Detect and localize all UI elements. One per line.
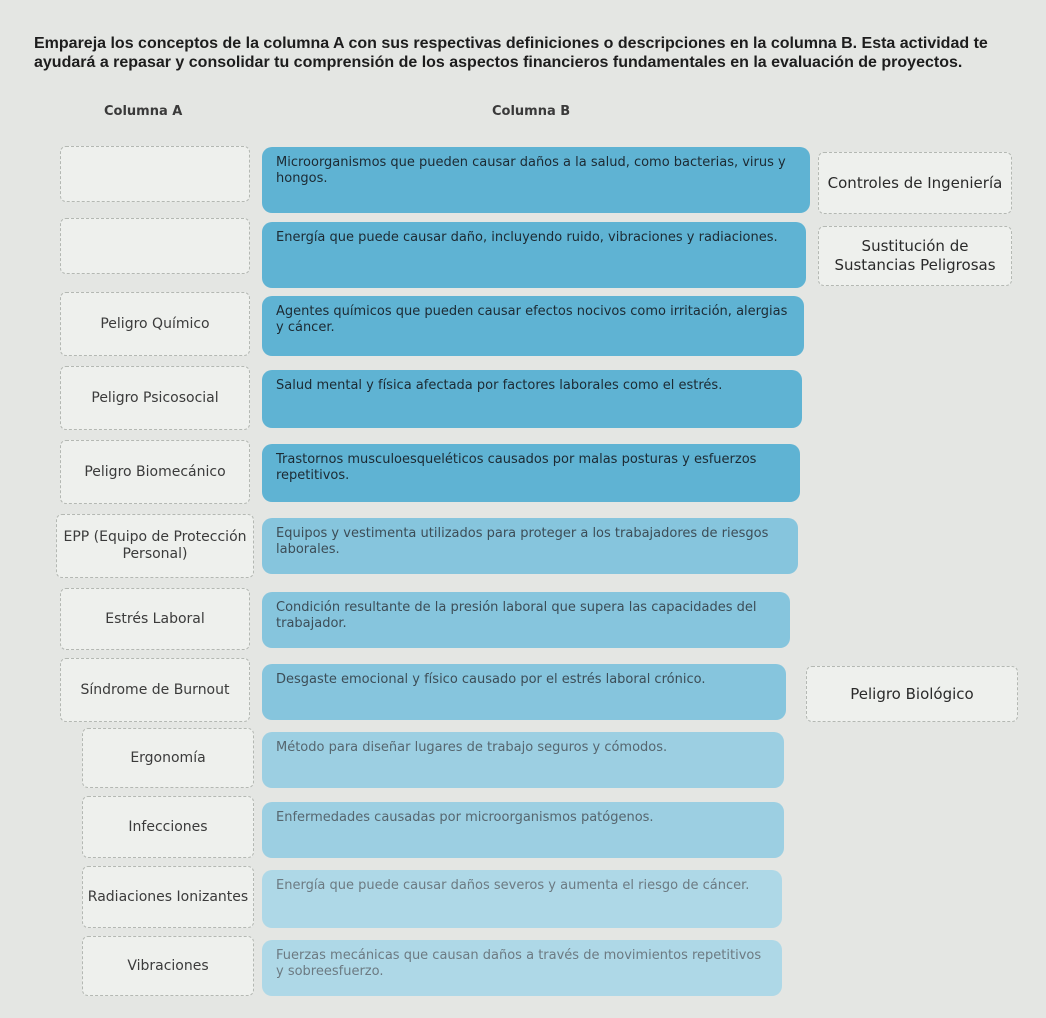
instructions-text: Empareja los conceptos de la columna A con sus respectivas definiciones o descripciones en la columna B. Esta actividad te ayudará a repasar y consolidar tu comprensión de los aspectos financieros fundamentales en la evaluación de proyectos. [34, 35, 988, 71]
definition-1: Microorganismos que pueden causar daños a la salud, como bacterias, virus y hongos. [262, 147, 810, 213]
definition-10: Enfermedades causadas por microorganismos patógenos. [262, 802, 784, 858]
term-estres-laboral[interactable]: Estrés Laboral [60, 588, 250, 650]
column-a-header: Columna A [104, 104, 183, 119]
option-controles-ingenieria[interactable]: Controles de Ingeniería [818, 152, 1012, 214]
definition-7: Condición resultante de la presión laboral que supera las capacidades del trabajador. [262, 592, 790, 648]
term-epp[interactable]: EPP (Equipo de Protección Personal) [56, 514, 254, 578]
definition-5: Trastornos musculoesqueléticos causados por malas posturas y esfuerzos repetitivos. [262, 444, 800, 502]
definition-6: Equipos y vestimenta utilizados para proteger a los trabajadores de riesgos laborales. [262, 518, 798, 574]
definition-2: Energía que puede causar daño, incluyendo ruido, vibraciones y radiaciones. [262, 222, 806, 288]
definition-3: Agentes químicos que pueden causar efectos nocivos como irritación, alergias y cáncer. [262, 296, 804, 356]
term-peligro-psicosocial[interactable]: Peligro Psicosocial [60, 366, 250, 430]
term-ergonomia[interactable]: Ergonomía [82, 728, 254, 788]
option-sustitucion-sustancias[interactable]: Sustitución de Sustancias Peligrosas [818, 226, 1012, 286]
drop-zone-term-2[interactable] [60, 218, 250, 274]
term-peligro-biomecanico[interactable]: Peligro Biomecánico [60, 440, 250, 504]
term-infecciones[interactable]: Infecciones [82, 796, 254, 858]
term-sindrome-burnout[interactable]: Síndrome de Burnout [60, 658, 250, 722]
definition-8: Desgaste emocional y físico causado por el estrés laboral crónico. [262, 664, 786, 720]
term-radiaciones-ionizantes[interactable]: Radiaciones Ionizantes [82, 866, 254, 928]
definition-9: Método para diseñar lugares de trabajo seguros y cómodos. [262, 732, 784, 788]
definition-4: Salud mental y física afectada por factores laborales como el estrés. [262, 370, 802, 428]
definition-12: Fuerzas mecánicas que causan daños a través de movimientos repetitivos y sobreesfuerzo. [262, 940, 782, 996]
term-vibraciones[interactable]: Vibraciones [82, 936, 254, 996]
term-peligro-quimico[interactable]: Peligro Químico [60, 292, 250, 356]
definition-11: Energía que puede causar daños severos y aumenta el riesgo de cáncer. [262, 870, 782, 928]
option-peligro-biologico[interactable]: Peligro Biológico [806, 666, 1018, 722]
drop-zone-term-1[interactable] [60, 146, 250, 202]
column-b-header: Columna B [492, 104, 571, 119]
